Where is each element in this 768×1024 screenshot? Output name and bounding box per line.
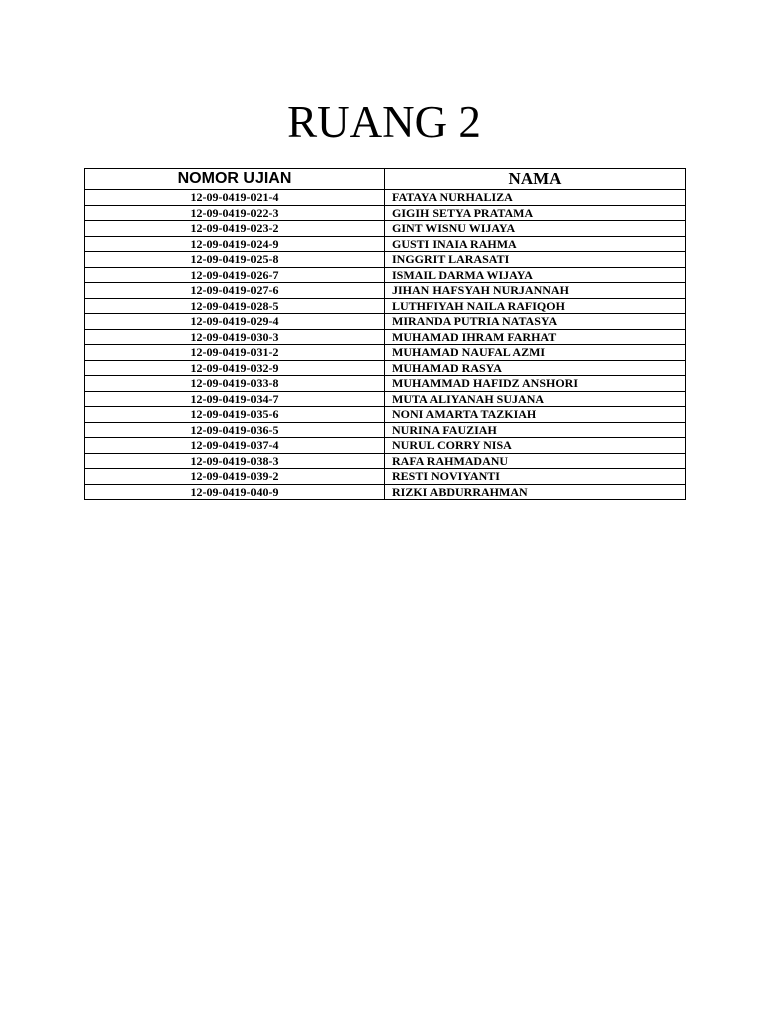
cell-nama: RIZKI ABDURRAHMAN [385, 484, 686, 500]
table-row [85, 469, 686, 485]
cell-nomor-ujian: 12-09-0419-035-6 [85, 407, 385, 423]
table-row [85, 267, 686, 283]
cell-nomor-ujian: 12-09-0419-039-2 [85, 469, 385, 485]
cell-nomor-ujian: 12-09-0419-026-7 [85, 267, 385, 283]
cell-nama: RAFA RAHMADANU [385, 453, 686, 469]
cell-nama: MUHAMMAD HAFIDZ ANSHORI [385, 376, 686, 392]
table-row [85, 376, 686, 392]
table-row [85, 190, 686, 206]
cell-nama: FATAYA NURHALIZA [385, 190, 686, 206]
table-row [85, 329, 686, 345]
table-header-row [85, 169, 686, 190]
table-row [85, 438, 686, 454]
cell-nama: MUHAMAD RASYA [385, 360, 686, 376]
cell-nomor-ujian: 12-09-0419-031-2 [85, 345, 385, 361]
table-row [85, 314, 686, 330]
cell-nama: MUHAMAD NAUFAL AZMI [385, 345, 686, 361]
cell-nama: GIGIH SETYA PRATAMA [385, 205, 686, 221]
table-row [85, 298, 686, 314]
cell-nomor-ujian: 12-09-0419-040-9 [85, 484, 385, 500]
cell-nama: MIRANDA PUTRIA NATASYA [385, 314, 686, 330]
cell-nama: INGGRIT LARASATI [385, 252, 686, 268]
cell-nama: GUSTI INAIA RAHMA [385, 236, 686, 252]
table-body [85, 190, 686, 500]
cell-nama: MUHAMAD IHRAM FARHAT [385, 329, 686, 345]
table-row [85, 221, 686, 237]
cell-nama: GINT WISNU WIJAYA [385, 221, 686, 237]
table-row [85, 236, 686, 252]
table-row [85, 407, 686, 423]
table-row [85, 345, 686, 361]
cell-nama: RESTI NOVIYANTI [385, 469, 686, 485]
cell-nomor-ujian: 12-09-0419-037-4 [85, 438, 385, 454]
table-row [85, 453, 686, 469]
table-row [85, 484, 686, 500]
cell-nomor-ujian: 12-09-0419-022-3 [85, 205, 385, 221]
table-row [85, 205, 686, 221]
header-nama: NAMA [385, 169, 686, 190]
cell-nomor-ujian: 12-09-0419-024-9 [85, 236, 385, 252]
cell-nama: NURINA FAUZIAH [385, 422, 686, 438]
page-title: RUANG 2 [287, 97, 481, 147]
cell-nomor-ujian: 12-09-0419-029-4 [85, 314, 385, 330]
cell-nomor-ujian: 12-09-0419-027-6 [85, 283, 385, 299]
cell-nomor-ujian: 12-09-0419-033-8 [85, 376, 385, 392]
table-row [85, 422, 686, 438]
cell-nama: ISMAIL DARMA WIJAYA [385, 267, 686, 283]
cell-nama: NURUL CORRY NISA [385, 438, 686, 454]
exam-roster-table [84, 168, 686, 500]
cell-nomor-ujian: 12-09-0419-032-9 [85, 360, 385, 376]
cell-nomor-ujian: 12-09-0419-021-4 [85, 190, 385, 206]
table-row [85, 283, 686, 299]
cell-nomor-ujian: 12-09-0419-030-3 [85, 329, 385, 345]
cell-nama: MUTA ALIYANAH SUJANA [385, 391, 686, 407]
cell-nomor-ujian: 12-09-0419-036-5 [85, 422, 385, 438]
header-nomor-ujian: NOMOR UJIAN [85, 169, 385, 190]
cell-nomor-ujian: 12-09-0419-034-7 [85, 391, 385, 407]
cell-nama: NONI AMARTA TAZKIAH [385, 407, 686, 423]
table-row [85, 360, 686, 376]
cell-nomor-ujian: 12-09-0419-023-2 [85, 221, 385, 237]
cell-nomor-ujian: 12-09-0419-028-5 [85, 298, 385, 314]
cell-nomor-ujian: 12-09-0419-025-8 [85, 252, 385, 268]
cell-nomor-ujian: 12-09-0419-038-3 [85, 453, 385, 469]
cell-nama: LUTHFIYAH NAILA RAFIQOH [385, 298, 686, 314]
table-row [85, 252, 686, 268]
cell-nama: JIHAN HAFSYAH NURJANNAH [385, 283, 686, 299]
table-row [85, 391, 686, 407]
